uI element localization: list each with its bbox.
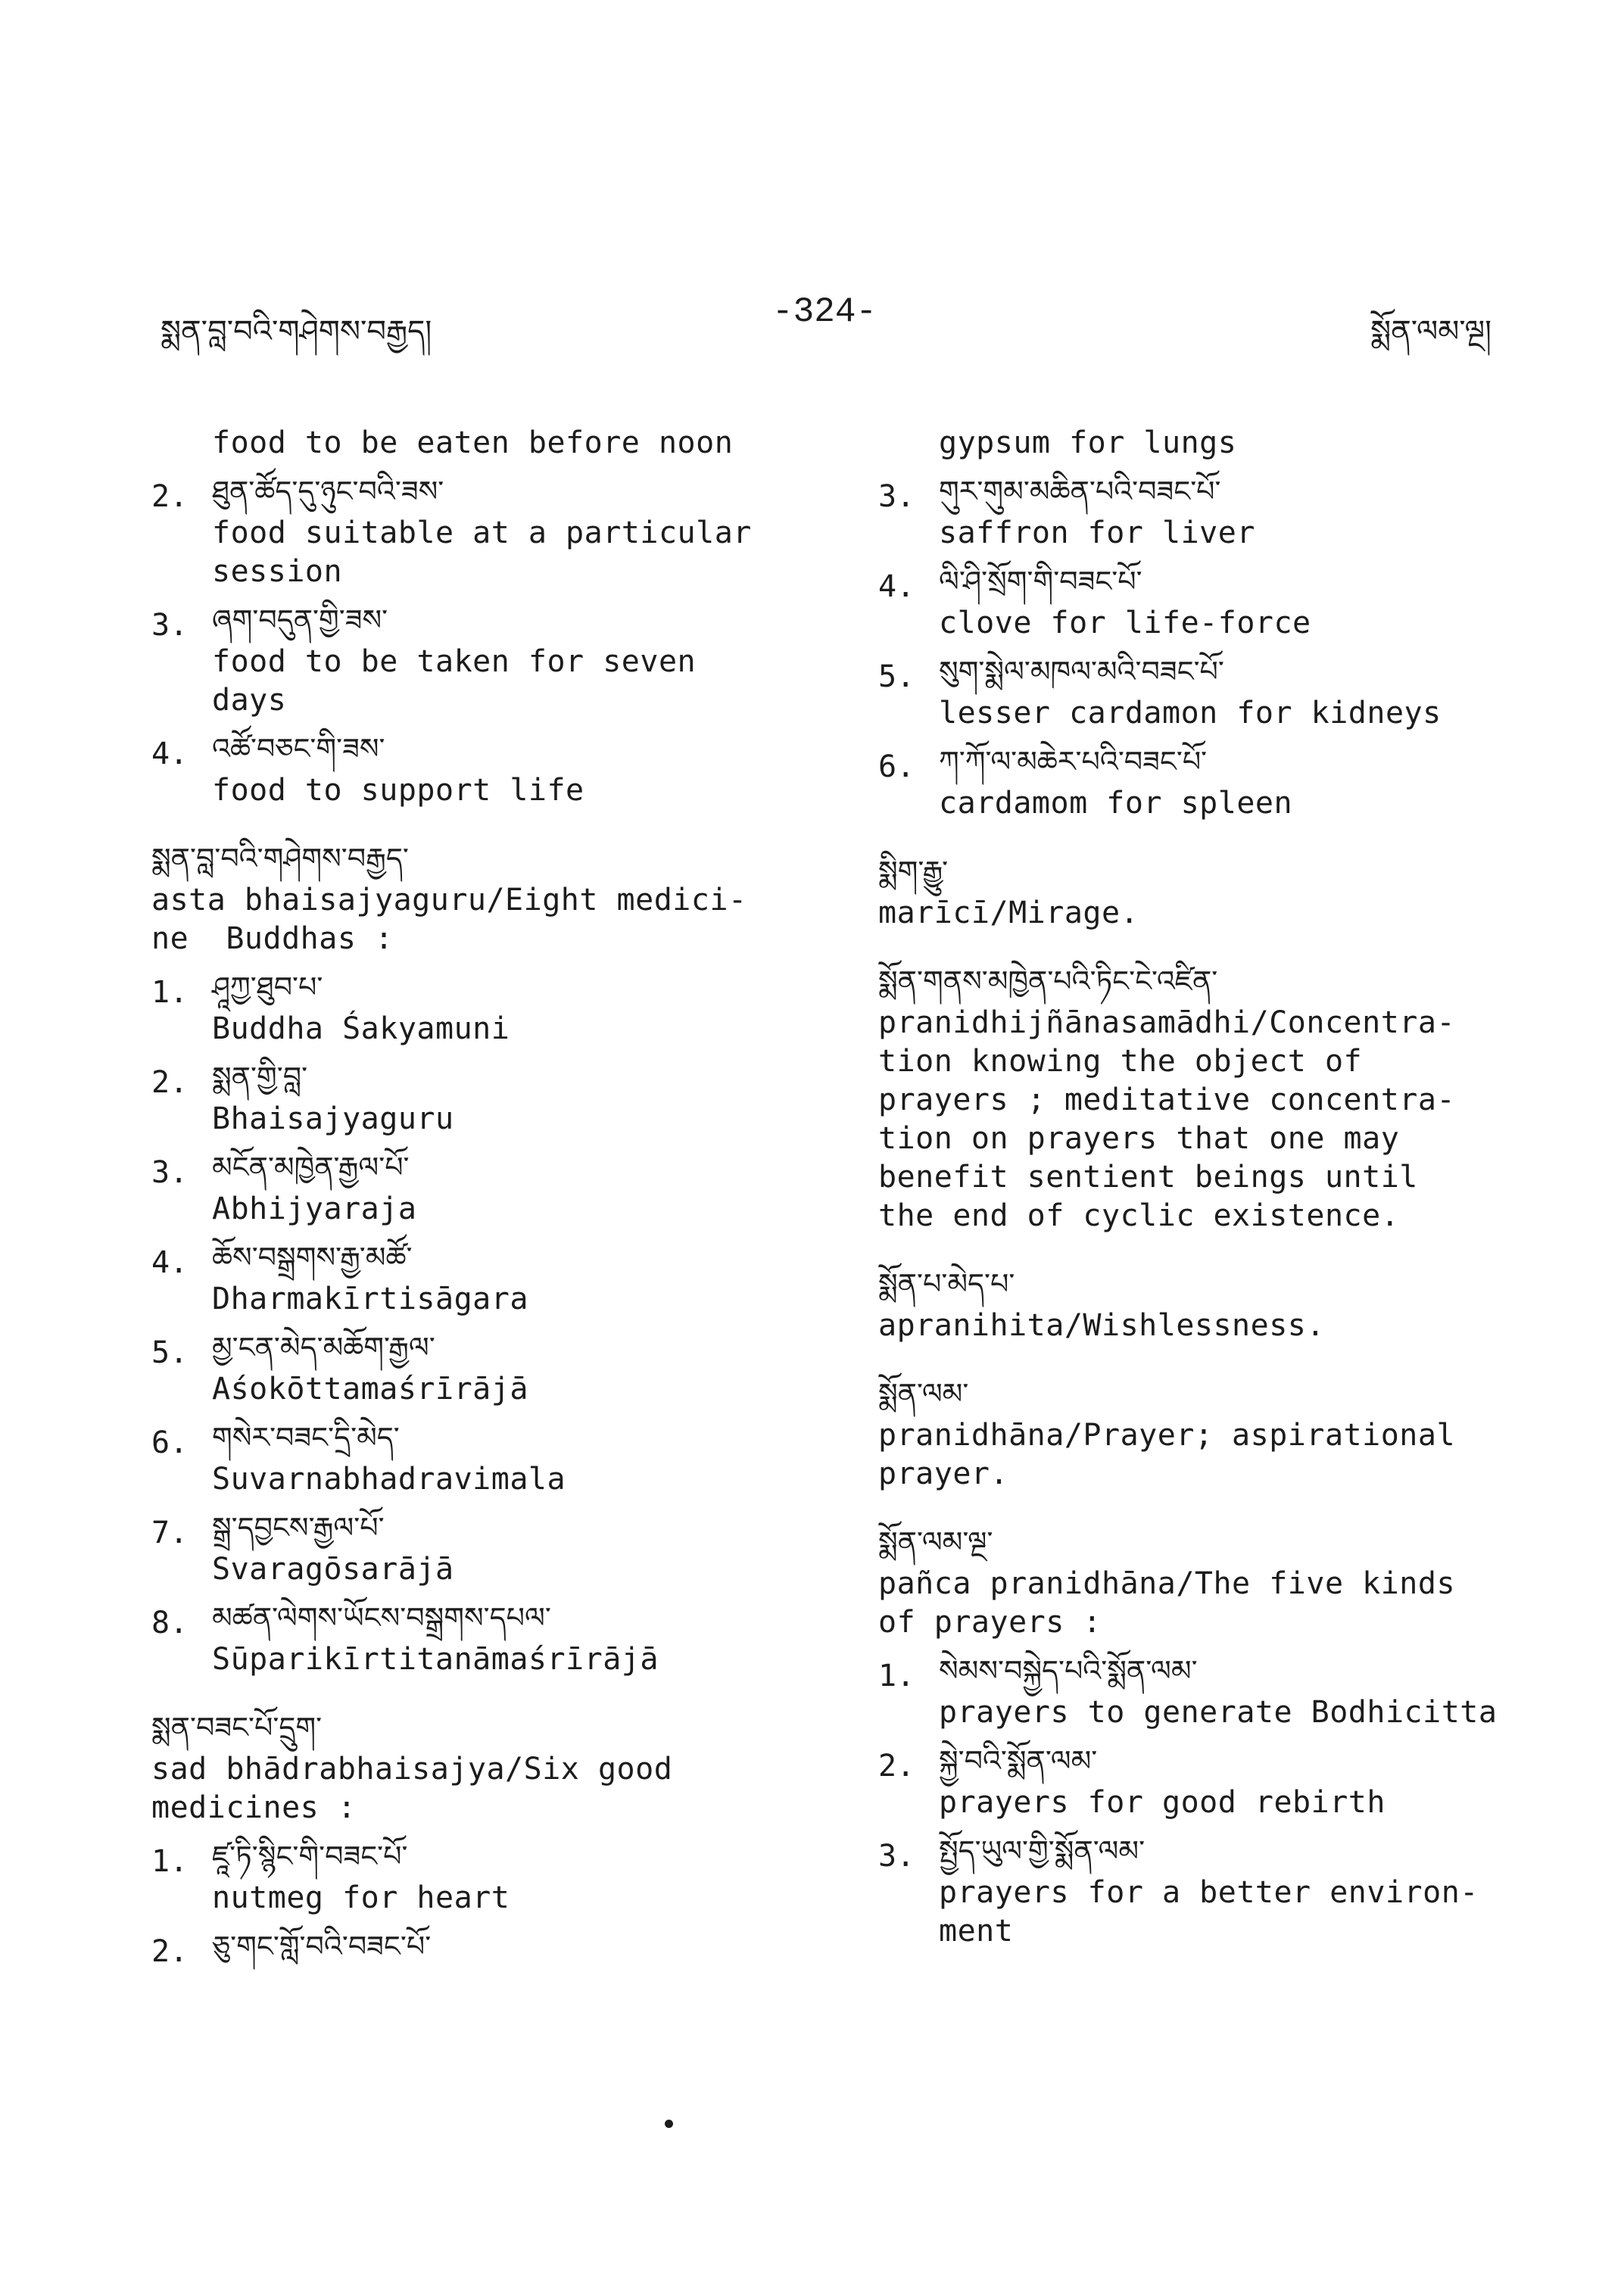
header-right-title: སྨོན་ལམ་ལྔ།	[1370, 314, 1492, 349]
definition-line: prayers for good rebirth	[939, 1785, 1386, 1820]
list-item	[151, 1055, 803, 1139]
tibetan-headword: སྨིག་རྒྱུ་	[878, 855, 949, 888]
tibetan-term: ཛཱ་ཏི་སྙིང་གི་བཟང་པོ་	[212, 1840, 408, 1873]
list-item	[151, 469, 803, 591]
medicine-name: nutmeg for heart	[212, 1880, 510, 1915]
sanskrit-name: Aśokōttamaśrīrājā	[212, 1372, 528, 1407]
list-item	[151, 597, 803, 720]
definition-line: days	[212, 683, 287, 718]
tibetan-headword: སྨོན་ལམ་	[878, 1377, 969, 1410]
list-item	[151, 1235, 803, 1319]
tibetan-headword: སྨོན་ལམ་ལྔ་	[878, 1525, 993, 1559]
food-list	[151, 469, 803, 810]
item-number: 5.	[151, 1335, 189, 1370]
definition-line: medicines :	[151, 1790, 357, 1825]
list-item	[878, 649, 1545, 733]
tibetan-term: ཆོས་བསྒྲགས་རྒྱ་མཚོ་	[212, 1241, 413, 1274]
tibetan-term: སྨན་གྱི་བླ་	[212, 1061, 308, 1094]
item-number: 3.	[151, 608, 189, 643]
list-item	[878, 1738, 1545, 1822]
item-number: 8.	[151, 1606, 189, 1640]
tibetan-term: སྤྱོད་ཡུལ་གྱི་སྨོན་ལམ་	[939, 1834, 1146, 1868]
header-left-title: སྨན་བླ་བའི་གཤེགས་བརྒྱད།	[161, 314, 432, 349]
definition-line: prayers to generate Bodhicitta	[939, 1695, 1498, 1730]
tibetan-term: ཀ་ཀོ་ལ་མཆེར་པའི་བཟང་པོ་	[939, 745, 1208, 778]
medicine-name: clove for life-force	[939, 606, 1311, 640]
item-number: 1.	[151, 975, 189, 1010]
item-number: 3.	[151, 1155, 189, 1190]
item-number: 2.	[878, 1749, 915, 1784]
item-number: 3.	[878, 1839, 915, 1874]
list-item	[151, 1924, 803, 1969]
list-item	[151, 1145, 803, 1229]
definition-line: tion on prayers that one may	[878, 1121, 1400, 1156]
definition-line: ne Buddhas :	[151, 921, 394, 956]
definition-line: the end of cyclic existence.	[878, 1198, 1400, 1233]
list-item	[878, 1828, 1545, 1951]
sanskrit-name: Svaragōsarājā	[212, 1552, 454, 1587]
item-number: 3.	[878, 479, 915, 514]
definition-line: prayer.	[878, 1456, 1009, 1491]
dictionary-entry-concentration	[878, 958, 1545, 1235]
tibetan-term: གུར་གུམ་མཆིན་པའི་བཟང་པོ་	[939, 475, 1221, 508]
definition-line: tion knowing the object of	[878, 1044, 1363, 1079]
tibetan-term: ཅུ་གང་གློ་བའི་བཟང་པོ་	[212, 1930, 432, 1963]
dictionary-entry-eight-buddhas	[151, 836, 803, 1679]
definition-line: pranidhāna/Prayer; aspirational	[878, 1418, 1456, 1453]
sanskrit-name: Suvarnabhadravimala	[212, 1462, 566, 1497]
tibetan-headword: སྨོན་པ་མེད་པ་	[878, 1267, 1015, 1301]
medicine-list	[878, 469, 1545, 823]
dictionary-entry-wishlessness	[878, 1261, 1545, 1345]
tibetan-term: ལི་ཤི་སྲོག་གི་བཟང་པོ་	[939, 565, 1142, 598]
page-header	[0, 292, 1624, 349]
tibetan-term: སྒྲ་དབྱངས་རྒྱལ་པོ་	[212, 1511, 385, 1544]
tibetan-term: མངོན་མཁྱེན་རྒྱལ་པོ་	[212, 1151, 410, 1184]
definition-line: apranihita/Wishlessness.	[878, 1308, 1325, 1343]
sanskrit-name: Abhijyaraja	[212, 1192, 417, 1226]
item-number: 2.	[151, 1934, 189, 1969]
medicine-name: cardamom for spleen	[939, 786, 1293, 821]
tibetan-term: སྐྱེ་བའི་སྨོན་ལམ་	[939, 1744, 1098, 1777]
list-item	[151, 1415, 803, 1499]
tibetan-headword: སྨན་བླ་བའི་གཤེགས་བརྒྱད་	[151, 842, 409, 875]
item-number: 1.	[878, 1659, 915, 1693]
definition-line: food to support life	[212, 773, 584, 808]
definition-line: of prayers :	[878, 1605, 1102, 1640]
list-item	[878, 1648, 1545, 1732]
item-number: 4.	[151, 737, 189, 771]
definition-line: prayers for a better environ-	[939, 1875, 1479, 1910]
sanskrit-name: Bhaisajyaguru	[212, 1101, 454, 1136]
definition-line: marīcī/Mirage.	[878, 896, 1139, 930]
tibetan-headword: སྨན་བཟང་པོ་དྲུག་	[151, 1711, 323, 1744]
item-number: 6.	[878, 749, 915, 784]
dictionary-entry-mirage	[878, 849, 1545, 933]
list-item	[878, 469, 1545, 553]
medicine-name: lesser cardamon for kidneys	[939, 696, 1442, 731]
item-number: 4.	[151, 1245, 189, 1280]
right-column	[878, 424, 1545, 1951]
definition-line: prayers ; meditative concentra-	[878, 1083, 1456, 1117]
tibetan-term: གསེར་བཟང་དྲི་མེད་	[212, 1421, 400, 1454]
list-item	[151, 726, 803, 810]
continuation-line: food to be eaten before noon	[212, 425, 734, 460]
sanskrit-name: Buddha Śakyamuni	[212, 1011, 510, 1046]
list-item	[878, 559, 1545, 643]
page-number: -324-	[772, 292, 877, 332]
item-number: 2.	[151, 479, 189, 514]
list-item	[878, 739, 1545, 823]
item-number: 2.	[151, 1065, 189, 1100]
tibetan-term: མྱ་ངན་མེད་མཆོག་རྒྱལ་	[212, 1331, 435, 1364]
left-column	[151, 424, 803, 1969]
list-item	[151, 1325, 803, 1409]
list-item	[151, 1595, 803, 1679]
definition-line: ment	[939, 1914, 1014, 1949]
tibetan-term: སུག་སྨེལ་མཁལ་མའི་བཟང་པོ་	[939, 655, 1224, 688]
sanskrit-name: Dharmakīrtisāgara	[212, 1282, 528, 1316]
tibetan-term: མཚན་ལེགས་ཡོངས་བསྒྲགས་དཔལ་	[212, 1601, 551, 1634]
continuation-line: gypsum for lungs	[939, 425, 1237, 460]
list-item	[151, 964, 803, 1048]
dictionary-entry-five-prayers	[878, 1519, 1545, 1951]
tibetan-term: འཚོ་བཅང་གི་ཟས་	[212, 732, 385, 765]
definition-line: pañca pranidhāna/The five kinds	[878, 1566, 1456, 1601]
definition-line: session	[212, 554, 343, 589]
item-number: 6.	[151, 1425, 189, 1460]
sanskrit-name: Sūparikīrtitanāmaśrīrājā	[212, 1642, 659, 1677]
page-mark-dot	[665, 2120, 673, 2128]
definition-line: food to be taken for seven	[212, 644, 697, 679]
tibetan-term: ཐུན་ཚོད་དུ་ཉུང་བའི་ཟས་	[212, 475, 444, 508]
definition-line: food suitable at a particular	[212, 516, 752, 550]
item-number: 5.	[878, 659, 915, 694]
tibetan-headword: སྨོན་གནས་མཁྱེན་པའི་ཏིང་ངེ་འཛིན་	[878, 964, 1218, 998]
list-item	[151, 1833, 803, 1918]
tibetan-term: ཞག་བདུན་གྱི་ཟས་	[212, 603, 388, 637]
definition-line: benefit sentient beings until	[878, 1160, 1418, 1195]
tibetan-term: ཤཱཀྱ་ཐུབ་པ་	[212, 970, 323, 1004]
definition-line: sad bhādrabhaisajya/Six good	[151, 1752, 673, 1787]
definition-line: asta bhaisajyaguru/Eight medici-	[151, 883, 747, 918]
item-number: 7.	[151, 1516, 189, 1550]
medicine-name: saffron for liver	[939, 516, 1255, 550]
list-item	[151, 1505, 803, 1589]
dictionary-entry-prayer	[878, 1371, 1545, 1494]
tibetan-term: སེམས་བསྐྱེད་པའི་སྨོན་ལམ་	[939, 1654, 1198, 1687]
item-number: 4.	[878, 569, 915, 604]
definition-line: pranidhijñānasamādhi/Concentra-	[878, 1005, 1456, 1040]
dictionary-entry-six-medicines	[151, 1705, 803, 1969]
item-number: 1.	[151, 1844, 189, 1879]
